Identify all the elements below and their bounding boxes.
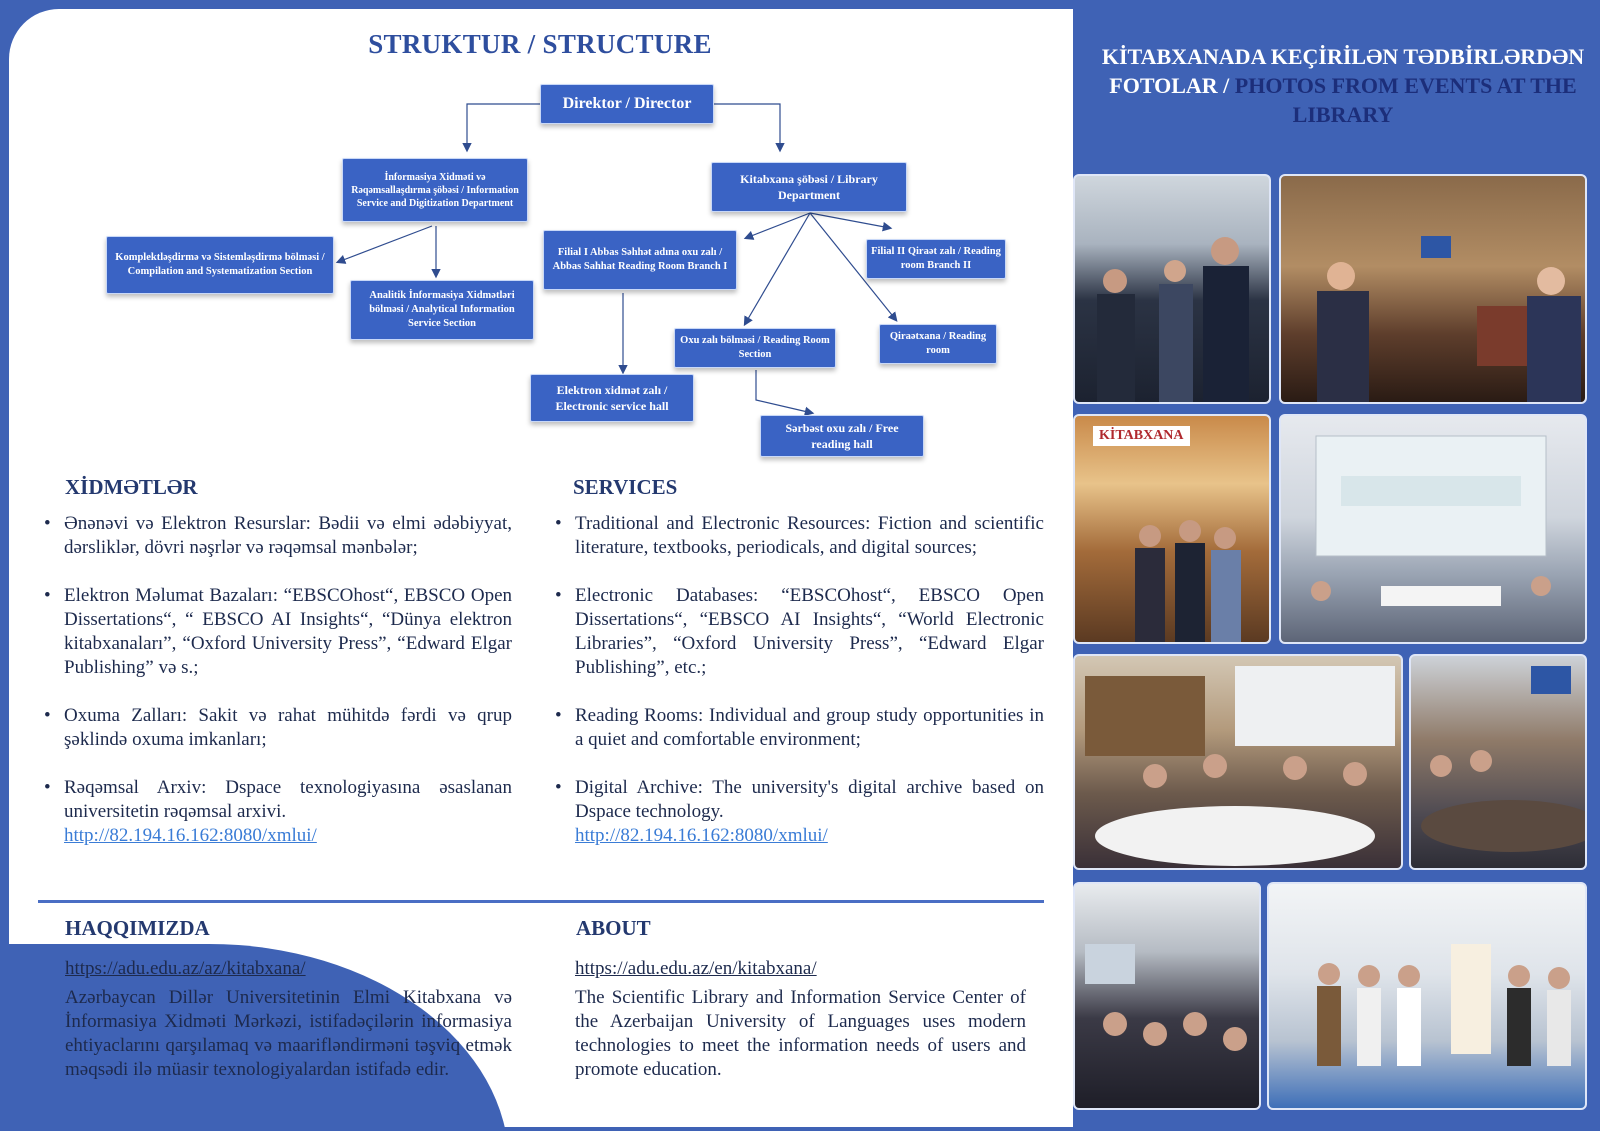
branch2-box: Filial II Qiraət zalı / Reading room Branch II [866, 239, 1006, 279]
list-item: • Rəqəmsal Arxiv: Dspace texnologiyasına əsaslanan universitetin rəqəmsal arxivi. http://82.194.16.162:8080/xmlui/ [44, 777, 512, 846]
structure-title: STRUKTUR / STRUCTURE [368, 29, 712, 59]
library-sign: KİTABXANA [1093, 426, 1190, 446]
reading-table-icon [1411, 656, 1587, 870]
about-en-text: The Scientific Library and Information Service Center of the Azerbaijan University of Languages uses modern technologies to meet the information needs of users and promote education. [575, 987, 1026, 1080]
list-item: • Electronic Databases: “EBSCOhost“, EBSCO Open Dissertations“, “EBSCO AI Insights“, “World Electronic Libraries”, “Oxford University Press”, “Edward Elgar Publishing”, etc.; [555, 585, 1044, 678]
services-en-heading: SERVICES [573, 475, 678, 499]
electronic-hall-box: Elektron xidmət zalı / Electronic service hall [530, 374, 694, 422]
info-dept-box: İnformasiya Xidməti və Rəqəmsallaşdırma şöbəsi / Information Service and Digitization Department [342, 158, 528, 222]
list-item: • Ənənəvi və Elektron Resurslar: Bədii və elmi ədəbiyyat, dərsliklər, dövri nəşrlər və rəqəmsal mənbələr; [44, 513, 512, 558]
event-photo-8 [1267, 882, 1587, 1110]
director-box: Direktor / Director [540, 84, 714, 124]
photos-title-highlight: PHOTOS FROM EVENTS AT THE LIBRARY [1234, 73, 1577, 127]
people-figures-icon [1075, 176, 1271, 404]
list-item: • Reading Rooms: Individual and group study opportunities in a quiet and comfortable environment; [555, 705, 1044, 750]
dspace-link-en[interactable]: http://82.194.16.162:8080/xmlui/ [575, 825, 828, 846]
about-en-link[interactable]: https://adu.edu.az/en/kitabxana/ [575, 958, 817, 979]
event-photo-6 [1409, 654, 1587, 870]
roundtable-icon [1075, 656, 1403, 870]
analytical-box: Analitik İnformasiya Xidmətləri bölməsi / Analytical Information Service Section [350, 280, 534, 340]
list-item: • Elektron Məlumat Bazaları: “EBSCOhost“, EBSCO Open Dissertations“, “ EBSCO AI Insights“, “Dünya elektron kitabxanaları”, “Oxford University Press”, “Edward Elgar Publishing” və s.; [44, 585, 512, 678]
dspace-link-az[interactable]: http://82.194.16.162:8080/xmlui/ [64, 825, 317, 846]
list-item: • Traditional and Electronic Resources: Fiction and scientific literature, textbooks, periodicals, and digital sources; [555, 513, 1044, 558]
students-reading-icon [1075, 416, 1271, 644]
meeting-scene-icon [1281, 176, 1587, 404]
presentation-screen-icon [1281, 416, 1587, 644]
reading-room-box: Qiraətxana / Reading room [879, 324, 997, 364]
services-az-heading: XİDMƏTLƏR [65, 475, 198, 499]
section-divider [38, 900, 1044, 903]
event-photo-2 [1279, 174, 1587, 404]
event-photo-1 [1073, 174, 1271, 404]
photos-title-white: KİTABXANADA KEÇİRİLƏN TƏDBİRLƏRDƏN FOTOLAR / [1101, 44, 1585, 98]
about-en-heading: ABOUT [576, 916, 651, 940]
reading-room-section-box: Oxu zalı bölməsi / Reading Room Section [674, 328, 836, 368]
services-az-list [44, 512, 512, 848]
branch1-box: Filial I Abbas Səhhət adına oxu zalı / Abbas Sahhat Reading Room Branch I [543, 230, 737, 290]
list-item: • Digital Archive: The university's digital archive based on Dspace technology. http://82.194.16.162:8080/xmlui/ [555, 777, 1044, 846]
library-dept-box: Kitabxana şöbəsi / Library Department [711, 162, 907, 212]
event-photo-7 [1073, 882, 1261, 1110]
free-hall-box: Sərbəst oxu zalı / Free reading hall [760, 415, 924, 457]
compilation-box: Komplektləşdirmə və Sistemləşdirmə bölməsi / Compilation and Systematization Section [106, 236, 334, 294]
about-az-link[interactable]: https://adu.edu.az/az/kitabxana/ [65, 958, 306, 979]
event-photo-4 [1279, 414, 1587, 644]
exhibition-group-icon [1269, 884, 1587, 1110]
audience-icon [1075, 884, 1261, 1110]
event-photo-3 [1073, 414, 1271, 644]
list-item: • Oxuma Zalları: Sakit və rahat mühitdə fərdi və qrup şəklində oxuma imkanları; [44, 705, 512, 750]
event-photo-5 [1073, 654, 1403, 870]
photos-title [1073, 42, 1600, 129]
about-az-heading: HAQQIMIZDA [65, 916, 210, 940]
about-az-text: Azərbaycan Dillər Universitetinin Elmi Kitabxana və İnformasiya Xidməti Mərkəzi, istifadəçilərin informasiya ehtiyaclarını qarşılamaq və maarifləndirməni təşviq etmək məqsədi ilə müasir texnologiyalardan istifadə edir. [65, 987, 512, 1080]
services-en-list [555, 512, 1044, 848]
